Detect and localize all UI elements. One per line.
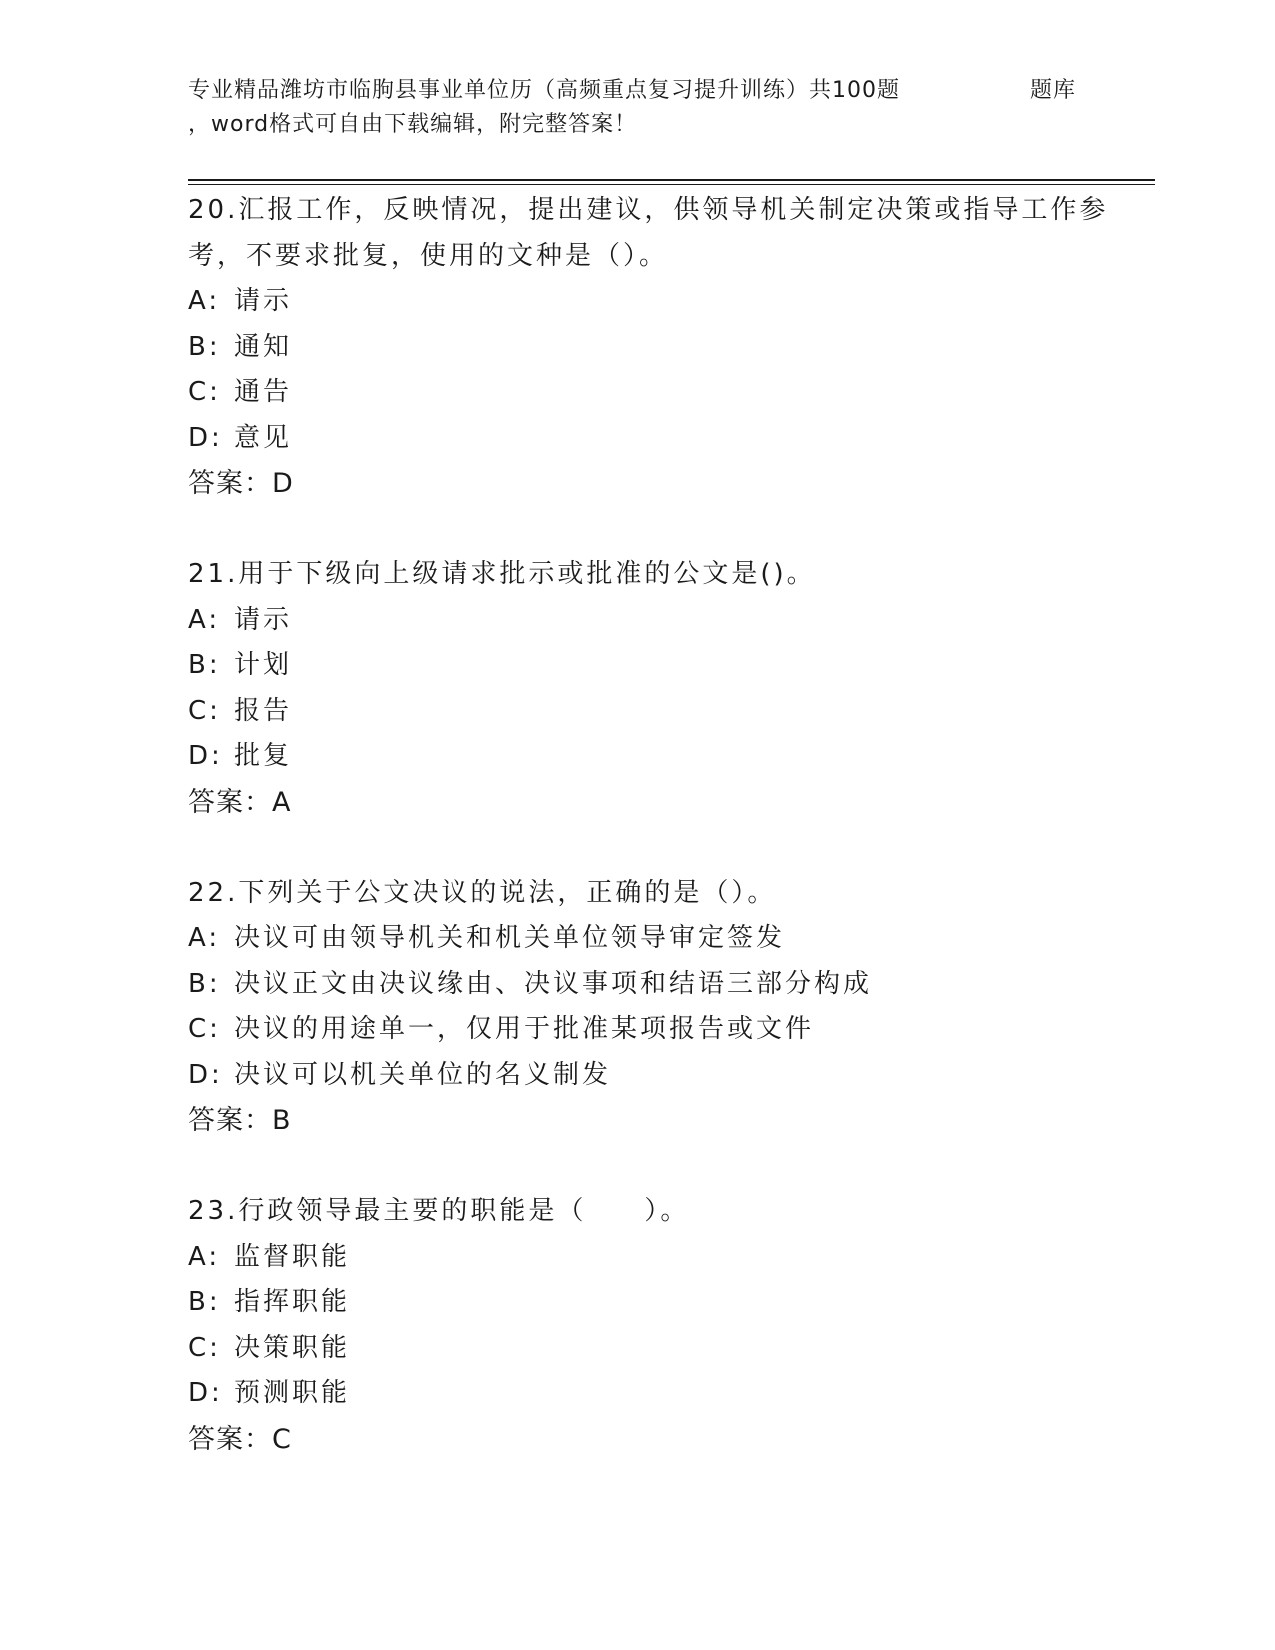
question-stem: 23.行政领导最主要的职能是（ ）。 [188, 1196, 690, 1226]
option-text: 通知 [234, 331, 293, 362]
option-key: A: [188, 923, 221, 953]
option-key: D: [188, 422, 223, 453]
option-key: B: [188, 1287, 221, 1317]
option-text: 请示 [234, 286, 293, 316]
question-20 [188, 188, 1128, 507]
question-stem: 20.汇报工作，反映情况，提出建议，供领导机关制定决策或指导工作参考，不要求批复，使用的文种是（）。 [188, 195, 1109, 271]
option-text: 批复 [234, 741, 293, 771]
option-text: 报告 [234, 695, 293, 726]
option-text: 预测职能 [234, 1378, 351, 1408]
question-stem: 21.用于下级向上级请求批示或批准的公文是()。 [188, 559, 816, 589]
option-b [188, 1280, 1128, 1326]
option-d [188, 734, 1128, 780]
option-key: C: [188, 695, 221, 726]
option-c [188, 370, 1128, 416]
option-c [188, 1007, 1128, 1053]
option-key: D: [188, 1059, 223, 1090]
answer: 答案：C [188, 1423, 292, 1455]
option-text: 决议的用途单一，仅用于批准某项报告或文件 [234, 1014, 815, 1044]
question-22 [188, 871, 1128, 1144]
option-text: 决策职能 [234, 1332, 351, 1363]
option-key: B: [188, 650, 221, 680]
option-key: B: [188, 331, 221, 362]
option-a [188, 1235, 1128, 1281]
option-key: B: [188, 968, 221, 999]
header-subtitle: ，word格式可自由下载编辑，附完整答案！ [188, 112, 638, 137]
option-text: 通告 [234, 377, 293, 407]
option-key: A: [188, 604, 221, 635]
header-line-1 [188, 74, 1128, 108]
option-c [188, 689, 1128, 735]
option-key: A: [188, 1241, 221, 1272]
option-b [188, 962, 1128, 1008]
option-text: 监督职能 [234, 1241, 351, 1272]
option-key: C: [188, 1332, 221, 1363]
option-a [188, 279, 1128, 325]
answer: 答案：B [188, 1105, 292, 1136]
header-divider-thin [188, 184, 1155, 185]
answer: 答案：D [188, 468, 294, 499]
question-21 [188, 552, 1128, 825]
option-key: C: [188, 377, 221, 407]
option-a [188, 916, 1128, 962]
question-spacer [188, 507, 1128, 553]
option-d [188, 416, 1128, 462]
document-header [188, 74, 1128, 142]
question-23 [188, 1189, 1128, 1462]
option-b [188, 325, 1128, 371]
option-text: 指挥职能 [234, 1287, 351, 1317]
option-d [188, 1053, 1128, 1099]
question-spacer [188, 825, 1128, 871]
option-key: D: [188, 741, 223, 771]
option-text: 决议可以机关单位的名义制发 [234, 1059, 612, 1090]
option-c [188, 1326, 1128, 1372]
option-d [188, 1371, 1128, 1417]
header-divider-thick [188, 179, 1155, 181]
option-text: 意见 [234, 422, 293, 453]
option-key: A: [188, 286, 221, 316]
option-b [188, 643, 1128, 689]
question-spacer [188, 1144, 1128, 1190]
question-stem: 22.下列关于公文决议的说法，正确的是（）。 [188, 877, 777, 908]
header-title-suffix: 题库 [1030, 78, 1077, 103]
question-list [188, 188, 1128, 1462]
option-text: 决议正文由决议缘由、决议事项和结语三部分构成 [234, 968, 873, 999]
option-text: 决议可由领导机关和机关单位领导审定签发 [234, 923, 786, 953]
option-text: 计划 [234, 650, 293, 680]
option-key: C: [188, 1014, 221, 1044]
option-text: 请示 [234, 604, 293, 635]
header-title: 专业精品潍坊市临朐县事业单位历（高频重点复习提升训练）共100题 [188, 78, 900, 103]
option-a [188, 598, 1128, 644]
answer: 答案：A [188, 786, 292, 818]
option-key: D: [188, 1378, 223, 1408]
